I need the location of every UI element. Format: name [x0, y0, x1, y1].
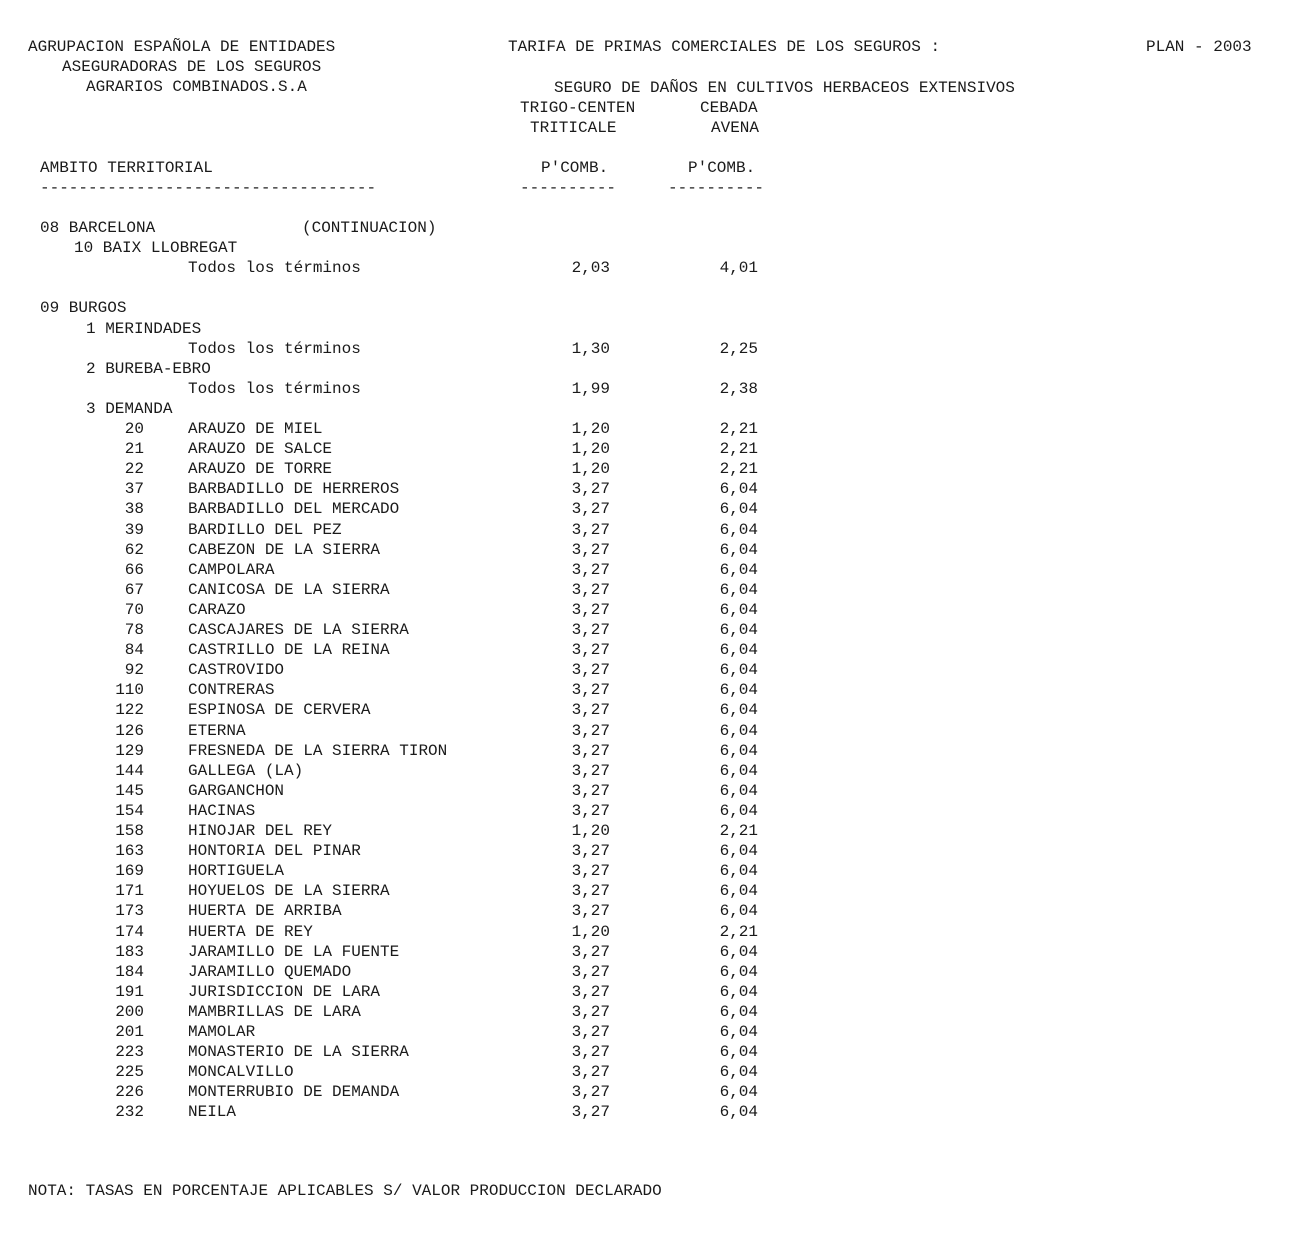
- municipality-code: 21: [124, 440, 144, 458]
- premium-col1: 1,99: [571, 380, 610, 398]
- premium-col1: 3,27: [571, 581, 610, 599]
- table-row: [0, 1042, 1306, 1062]
- premium-col2: 6,04: [719, 1103, 758, 1121]
- municipality-code: 226: [115, 1083, 144, 1101]
- premium-col2: 2,21: [719, 460, 758, 478]
- municipality-code: 122: [115, 701, 144, 719]
- premium-col2: 6,04: [719, 1023, 758, 1041]
- municipality-code: 70: [124, 601, 144, 619]
- premium-col2: 6,04: [719, 802, 758, 820]
- premium-col2: 6,04: [719, 1063, 758, 1081]
- premium-col1: 3,27: [571, 902, 610, 920]
- premium-col1: 3,27: [571, 722, 610, 740]
- premium-col1: 1,20: [571, 420, 610, 438]
- premium-col2: 2,21: [719, 440, 758, 458]
- table-row: [0, 901, 1306, 921]
- premium-col2: 6,04: [719, 541, 758, 559]
- municipality-code: 22: [124, 460, 144, 478]
- table-row: [0, 499, 1306, 519]
- municipality-code: 223: [115, 1043, 144, 1061]
- municipality-name: CAMPOLARA: [188, 561, 275, 579]
- premium-col1: 1,20: [571, 923, 610, 941]
- blank-row: [0, 278, 1306, 298]
- premium-col1: 3,27: [571, 681, 610, 699]
- municipality-code: 154: [115, 802, 144, 820]
- premium-col1: 3,27: [571, 1043, 610, 1061]
- municipality-name: BARBADILLO DEL MERCADO: [188, 500, 400, 518]
- municipality-name: HACINAS: [188, 802, 256, 820]
- premium-col2: 6,04: [719, 1043, 758, 1061]
- premium-col1: 3,27: [571, 983, 610, 1001]
- table-row: [0, 741, 1306, 761]
- municipality-name: CONTRERAS: [188, 681, 275, 699]
- municipality-code: 169: [115, 862, 144, 880]
- table-row: [0, 700, 1306, 720]
- premium-col2: 6,04: [719, 902, 758, 920]
- municipality-name: JARAMILLO QUEMADO: [188, 963, 352, 981]
- municipality-name: Todos los términos: [188, 380, 361, 398]
- premium-col2: 6,04: [719, 641, 758, 659]
- premium-col1: 3,27: [571, 1063, 610, 1081]
- footer-note: NOTA: TASAS EN PORCENTAJE APLICABLES S/ VALOR PRODUCCION DECLARADO: [28, 1182, 662, 1200]
- municipality-name: MONCALVILLO: [188, 1063, 294, 1081]
- premium-col2: 6,04: [719, 722, 758, 740]
- municipality-code: 158: [115, 822, 144, 840]
- premium-col2: 6,04: [719, 521, 758, 539]
- document-subtitle: SEGURO DE DAÑOS EN CULTIVOS HERBACEOS EXTENSIVOS: [554, 79, 1015, 97]
- municipality-code: 39: [124, 521, 144, 539]
- table-row: [0, 479, 1306, 499]
- comarca-name: 3 DEMANDA: [86, 400, 173, 418]
- premium-col1: 3,27: [571, 641, 610, 659]
- premium-col2: 6,04: [719, 983, 758, 1001]
- column-header-col1: P'COMB.: [541, 159, 609, 177]
- premium-col2: 6,04: [719, 963, 758, 981]
- table-row: [0, 640, 1306, 660]
- municipality-code: 173: [115, 902, 144, 920]
- table-row: [0, 258, 1306, 278]
- table-row: [0, 942, 1306, 962]
- premium-col2: 6,04: [719, 1003, 758, 1021]
- municipality-name: BARDILLO DEL PEZ: [188, 521, 342, 539]
- premium-col1: 1,30: [571, 340, 610, 358]
- municipality-code: 20: [124, 420, 144, 438]
- premium-col2: 6,04: [719, 701, 758, 719]
- table-row: [0, 801, 1306, 821]
- table-row: [0, 881, 1306, 901]
- table-row: [0, 761, 1306, 781]
- premium-col1: 3,27: [571, 963, 610, 981]
- table-row: [0, 721, 1306, 741]
- table-row: [0, 339, 1306, 359]
- premium-col2: 6,04: [719, 681, 758, 699]
- premium-col2: 6,04: [719, 561, 758, 579]
- premium-col1: 3,27: [571, 762, 610, 780]
- municipality-code: 38: [124, 500, 144, 518]
- municipality-name: CANICOSA DE LA SIERRA: [188, 581, 390, 599]
- premium-col2: 6,04: [719, 581, 758, 599]
- premium-col1: 3,27: [571, 701, 610, 719]
- municipality-name: NEILA: [188, 1103, 237, 1121]
- table-row: [0, 298, 1306, 318]
- premium-col1: 3,27: [571, 782, 610, 800]
- municipality-name: HUERTA DE REY: [188, 923, 313, 941]
- table-row: [0, 319, 1306, 339]
- table-row: [0, 660, 1306, 680]
- municipality-name: CASCAJARES DE LA SIERRA: [188, 621, 409, 639]
- municipality-code: 163: [115, 842, 144, 860]
- table-row: [0, 439, 1306, 459]
- table-row: [0, 218, 1306, 238]
- municipality-name: MAMBRILLAS DE LARA: [188, 1003, 361, 1021]
- org-name-line3: AGRARIOS COMBINADOS.S.A: [86, 78, 307, 96]
- municipality-name: JURISDICCION DE LARA: [188, 983, 381, 1001]
- premium-col2: 6,04: [719, 782, 758, 800]
- municipality-code: 225: [115, 1063, 144, 1081]
- table-row: [0, 680, 1306, 700]
- premium-col1: 3,27: [571, 661, 610, 679]
- premium-col2: 6,04: [719, 842, 758, 860]
- municipality-code: 174: [115, 923, 144, 941]
- table-row: [0, 379, 1306, 399]
- municipality-code: 78: [124, 621, 144, 639]
- premium-col1: 1,20: [571, 822, 610, 840]
- table-row: [0, 1022, 1306, 1042]
- table-row: [0, 399, 1306, 419]
- table-row: [0, 600, 1306, 620]
- municipality-name: HOYUELOS DE LA SIERRA: [188, 882, 390, 900]
- municipality-code: 232: [115, 1103, 144, 1121]
- municipality-name: ARAUZO DE TORRE: [188, 460, 333, 478]
- table-row: [0, 1002, 1306, 1022]
- municipality-name: Todos los términos: [188, 259, 361, 277]
- table-row: [0, 1102, 1306, 1122]
- premium-col2: 6,04: [719, 882, 758, 900]
- municipality-code: 145: [115, 782, 144, 800]
- municipality-code: 201: [115, 1023, 144, 1041]
- municipality-code: 183: [115, 943, 144, 961]
- premium-col1: 3,27: [571, 802, 610, 820]
- municipality-name: GARGANCHON: [188, 782, 285, 800]
- municipality-name: MAMOLAR: [188, 1023, 256, 1041]
- municipality-name: FRESNEDA DE LA SIERRA TIRON: [188, 742, 448, 760]
- municipality-name: CABEZON DE LA SIERRA: [188, 541, 381, 559]
- table-row: [0, 841, 1306, 861]
- premium-col2: 6,04: [719, 661, 758, 679]
- municipality-code: 84: [124, 641, 144, 659]
- header-rule-ambito: -----------------------------------: [40, 179, 377, 197]
- document-title: TARIFA DE PRIMAS COMERCIALES DE LOS SEGUROS :: [508, 38, 941, 56]
- municipality-name: Todos los términos: [188, 340, 361, 358]
- premium-col2: 2,21: [719, 822, 758, 840]
- premium-col2: 6,04: [719, 742, 758, 760]
- municipality-code: 171: [115, 882, 144, 900]
- premium-col2: 6,04: [719, 601, 758, 619]
- municipality-name: ARAUZO DE SALCE: [188, 440, 333, 458]
- table-row: [0, 620, 1306, 640]
- premium-col1: 3,27: [571, 601, 610, 619]
- header-rule-col1: ----------: [520, 179, 617, 197]
- municipality-name: HUERTA DE ARRIBA: [188, 902, 342, 920]
- premium-col1: 1,20: [571, 460, 610, 478]
- premium-col1: 3,27: [571, 521, 610, 539]
- municipality-name: HORTIGUELA: [188, 862, 285, 880]
- municipality-name: CARAZO: [188, 601, 246, 619]
- premium-col2: 2,21: [719, 923, 758, 941]
- table-row: [0, 982, 1306, 1002]
- plan-label: PLAN - 2003: [1146, 38, 1252, 56]
- municipality-name: GALLEGA (LA): [188, 762, 304, 780]
- premium-col1: 3,27: [571, 842, 610, 860]
- col2-crop-line1: CEBADA: [700, 99, 758, 117]
- municipality-code: 110: [115, 681, 144, 699]
- col2-crop-line2: AVENA: [711, 119, 760, 137]
- premium-col1: 3,27: [571, 1103, 610, 1121]
- municipality-name: BARBADILLO DE HERREROS: [188, 480, 400, 498]
- table-row: [0, 962, 1306, 982]
- org-name-line2: ASEGURADORAS DE LOS SEGUROS: [62, 58, 322, 76]
- premium-col2: 6,04: [719, 500, 758, 518]
- premium-col1: 3,27: [571, 882, 610, 900]
- col1-crop-line1: TRIGO-CENTEN: [520, 99, 636, 117]
- premium-col2: 6,04: [719, 943, 758, 961]
- table-row: [0, 419, 1306, 439]
- premium-col1: 3,27: [571, 541, 610, 559]
- municipality-name: JARAMILLO DE LA FUENTE: [188, 943, 400, 961]
- table-row: [0, 1082, 1306, 1102]
- table-row: [0, 520, 1306, 540]
- municipality-name: CASTRILLO DE LA REINA: [188, 641, 390, 659]
- municipality-code: 200: [115, 1003, 144, 1021]
- premium-col1: 3,27: [571, 480, 610, 498]
- premium-col2: 2,25: [719, 340, 758, 358]
- premium-col2: 6,04: [719, 762, 758, 780]
- premium-col2: 2,21: [719, 420, 758, 438]
- table-row: [0, 359, 1306, 379]
- premium-col2: 2,38: [719, 380, 758, 398]
- municipality-code: 191: [115, 983, 144, 1001]
- table-row: [0, 580, 1306, 600]
- premium-col1: 3,27: [571, 500, 610, 518]
- table-row: [0, 238, 1306, 258]
- table-row: [0, 781, 1306, 801]
- premium-col1: 3,27: [571, 1083, 610, 1101]
- municipality-code: 66: [124, 561, 144, 579]
- column-header-ambito: AMBITO TERRITORIAL: [40, 159, 213, 177]
- comarca-name: 1 MERINDADES: [86, 320, 202, 338]
- premium-col1: 3,27: [571, 1003, 610, 1021]
- column-header-col2: P'COMB.: [688, 159, 756, 177]
- premium-col1: 3,27: [571, 1023, 610, 1041]
- premium-col1: 2,03: [571, 259, 610, 277]
- col1-crop-line2: TRITICALE: [530, 119, 617, 137]
- premium-col2: 6,04: [719, 621, 758, 639]
- province-name: 08 BARCELONA: [40, 219, 156, 237]
- municipality-code: 67: [124, 581, 144, 599]
- municipality-code: 129: [115, 742, 144, 760]
- municipality-name: HINOJAR DEL REY: [188, 822, 333, 840]
- municipality-name: ARAUZO DE MIEL: [188, 420, 323, 438]
- province-name: 09 BURGOS: [40, 299, 127, 317]
- municipality-name: CASTROVIDO: [188, 661, 285, 679]
- municipality-code: 37: [124, 480, 144, 498]
- premium-col1: 3,27: [571, 862, 610, 880]
- table-row: [0, 540, 1306, 560]
- municipality-code: 144: [115, 762, 144, 780]
- table-row: [0, 1062, 1306, 1082]
- municipality-name: HONTORIA DEL PINAR: [188, 842, 361, 860]
- municipality-name: MONASTERIO DE LA SIERRA: [188, 1043, 409, 1061]
- municipality-code: 184: [115, 963, 144, 981]
- municipality-name: ETERNA: [188, 722, 246, 740]
- municipality-code: 92: [124, 661, 144, 679]
- municipality-code: 62: [124, 541, 144, 559]
- table-row: [0, 861, 1306, 881]
- table-row: [0, 821, 1306, 841]
- table-row: [0, 459, 1306, 479]
- premium-col2: 6,04: [719, 480, 758, 498]
- premium-col2: 6,04: [719, 1083, 758, 1101]
- municipality-name: MONTERRUBIO DE DEMANDA: [188, 1083, 400, 1101]
- municipality-name: ESPINOSA DE CERVERA: [188, 701, 371, 719]
- premium-col1: 3,27: [571, 621, 610, 639]
- header-rule-col2: ----------: [668, 179, 765, 197]
- premium-col1: 3,27: [571, 561, 610, 579]
- premium-col2: 4,01: [719, 259, 758, 277]
- comarca-name: 10 BAIX LLOBREGAT: [74, 239, 238, 257]
- premium-col1: 3,27: [571, 943, 610, 961]
- municipality-code: 126: [115, 722, 144, 740]
- premium-col1: 3,27: [571, 742, 610, 760]
- premium-col2: 6,04: [719, 862, 758, 880]
- continuation-label: (CONTINUACION): [302, 219, 437, 237]
- org-name-line1: AGRUPACION ESPAÑOLA DE ENTIDADES: [28, 38, 336, 56]
- premium-col1: 1,20: [571, 440, 610, 458]
- table-row: [0, 922, 1306, 942]
- table-row: [0, 560, 1306, 580]
- comarca-name: 2 BUREBA-EBRO: [86, 360, 211, 378]
